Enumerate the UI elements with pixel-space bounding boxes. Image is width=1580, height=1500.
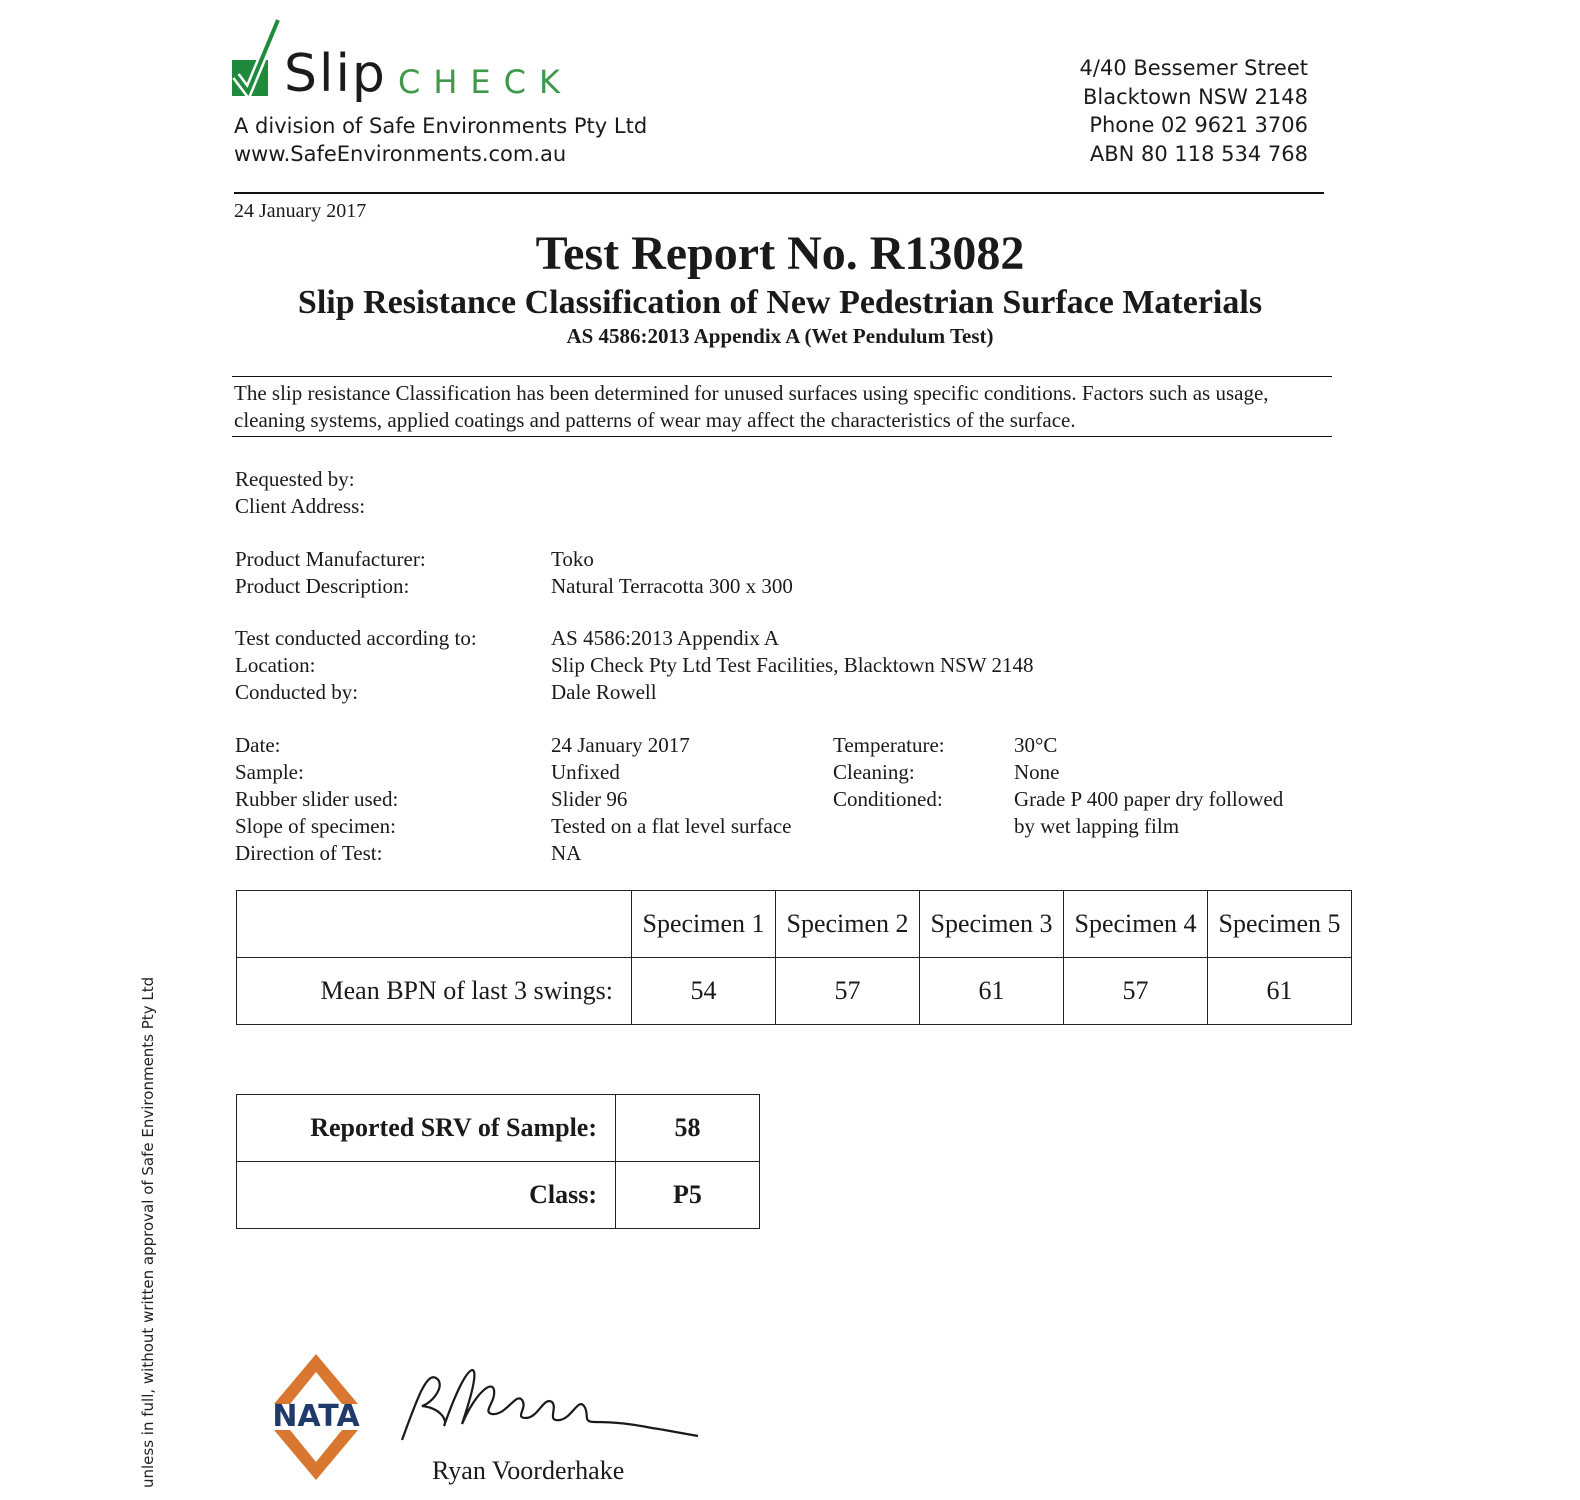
address-line: 4/40 Bessemer Street — [1079, 56, 1308, 80]
temperature-label: Temperature: — [833, 733, 945, 757]
srv-label: Reported SRV of Sample: — [237, 1095, 616, 1162]
srv-value: 58 — [616, 1095, 760, 1162]
division-block — [234, 112, 647, 168]
abn-line: ABN 80 118 534 768 — [1089, 141, 1308, 166]
srv-summary-table — [236, 1094, 760, 1229]
division-text: A division of Safe Environments Pty Ltd — [234, 114, 648, 138]
slider-value: Slider 96 — [551, 787, 628, 811]
slipcheck-logo-icon — [232, 14, 282, 106]
specimen-value: 57 — [776, 958, 920, 1025]
direction-value: NA — [551, 841, 582, 865]
website-link[interactable]: www.SafeEnvironments.com.au — [234, 142, 567, 166]
side-note: unless in full, without written approval of Safe Environments Pty Ltd — [139, 976, 157, 1488]
specimen-header: Specimen 3 — [920, 891, 1064, 958]
cleaning-value: None — [1014, 760, 1060, 784]
disclaimer-text: The slip resistance Classification has been determined for unused surfaces using specific conditions. Factors such as usage, cleaning systems, applied coatings and patterns of wear may affect the characteristics of the surface. — [234, 381, 1269, 432]
specimen-value: 61 — [1208, 958, 1352, 1025]
specimen-value: 61 — [920, 958, 1064, 1025]
srv-row — [237, 1095, 760, 1162]
disclaimer-divider-top — [232, 376, 1332, 377]
mean-bpn-label: Mean BPN of last 3 swings: — [237, 958, 632, 1025]
report-date: 24 January 2017 — [234, 200, 367, 222]
phone-line: Phone 02 9621 3706 — [1089, 113, 1308, 137]
results-header-row — [237, 891, 1352, 958]
according-value: AS 4586:2013 Appendix A — [551, 626, 780, 650]
results-value-row — [237, 958, 1352, 1025]
conducted-label: Conducted by: — [235, 680, 359, 704]
conditioned-label: Conditioned: — [833, 787, 943, 811]
results-table — [236, 890, 1352, 1025]
class-row — [237, 1162, 760, 1229]
report-standard: AS 4586:2013 Appendix A (Wet Pendulum Test) — [566, 324, 994, 348]
client-address-label: Client Address: — [235, 494, 366, 518]
signer-name: Ryan Voorderhake — [432, 1456, 625, 1485]
conditioned-value-line1: Grade P 400 paper dry followed — [1014, 787, 1284, 811]
sample-value: Unfixed — [551, 760, 620, 784]
slider-label: Rubber slider used: — [235, 787, 399, 811]
description-value: Natural Terracotta 300 x 300 — [551, 574, 793, 598]
location-label: Location: — [235, 653, 316, 677]
sample-label: Sample: — [235, 760, 304, 784]
report-title: Test Report No. R13082 — [535, 227, 1025, 280]
requested-by-label: Requested by: — [235, 467, 355, 491]
results-corner-cell — [237, 891, 632, 958]
specimen-value: 57 — [1064, 958, 1208, 1025]
date-label: Date: — [235, 733, 281, 757]
cleaning-label: Cleaning: — [833, 760, 915, 784]
temperature-value: 30°C — [1014, 733, 1058, 757]
according-label: Test conducted according to: — [235, 626, 477, 650]
conducted-value: Dale Rowell — [551, 680, 657, 704]
slope-value: Tested on a flat level surface — [551, 814, 792, 838]
conditioned-value-line2: by wet lapping film — [1014, 814, 1180, 838]
location-value: Slip Check Pty Ltd Test Facilities, Blacktown NSW 2148 — [551, 653, 1034, 677]
manufacturer-value: Toko — [551, 547, 594, 571]
brand-check: CHECK — [398, 63, 573, 101]
report-subtitle: Slip Resistance Classification of New Pedestrian Surface Materials — [297, 284, 1263, 321]
date-value: 24 January 2017 — [551, 733, 690, 757]
specimen-header: Specimen 4 — [1064, 891, 1208, 958]
company-address — [1080, 54, 1308, 168]
specimen-header: Specimen 2 — [776, 891, 920, 958]
header-divider — [234, 192, 1324, 194]
brand-slip: Slip — [284, 44, 387, 104]
class-value: P5 — [616, 1162, 760, 1229]
disclaimer-divider-bottom — [232, 436, 1332, 437]
specimen-header: Specimen 5 — [1208, 891, 1352, 958]
address-line: Blacktown NSW 2148 — [1083, 84, 1308, 109]
manufacturer-label: Product Manufacturer: — [235, 547, 426, 571]
signature-image — [396, 1362, 706, 1458]
direction-label: Direction of Test: — [235, 841, 383, 865]
description-label: Product Description: — [235, 574, 410, 598]
specimen-header: Specimen 1 — [632, 891, 776, 958]
class-label: Class: — [237, 1162, 616, 1229]
slope-label: Slope of specimen: — [235, 814, 396, 838]
nata-text: NATA — [272, 1399, 360, 1434]
specimen-value: 54 — [632, 958, 776, 1025]
nata-logo-icon — [262, 1350, 370, 1490]
